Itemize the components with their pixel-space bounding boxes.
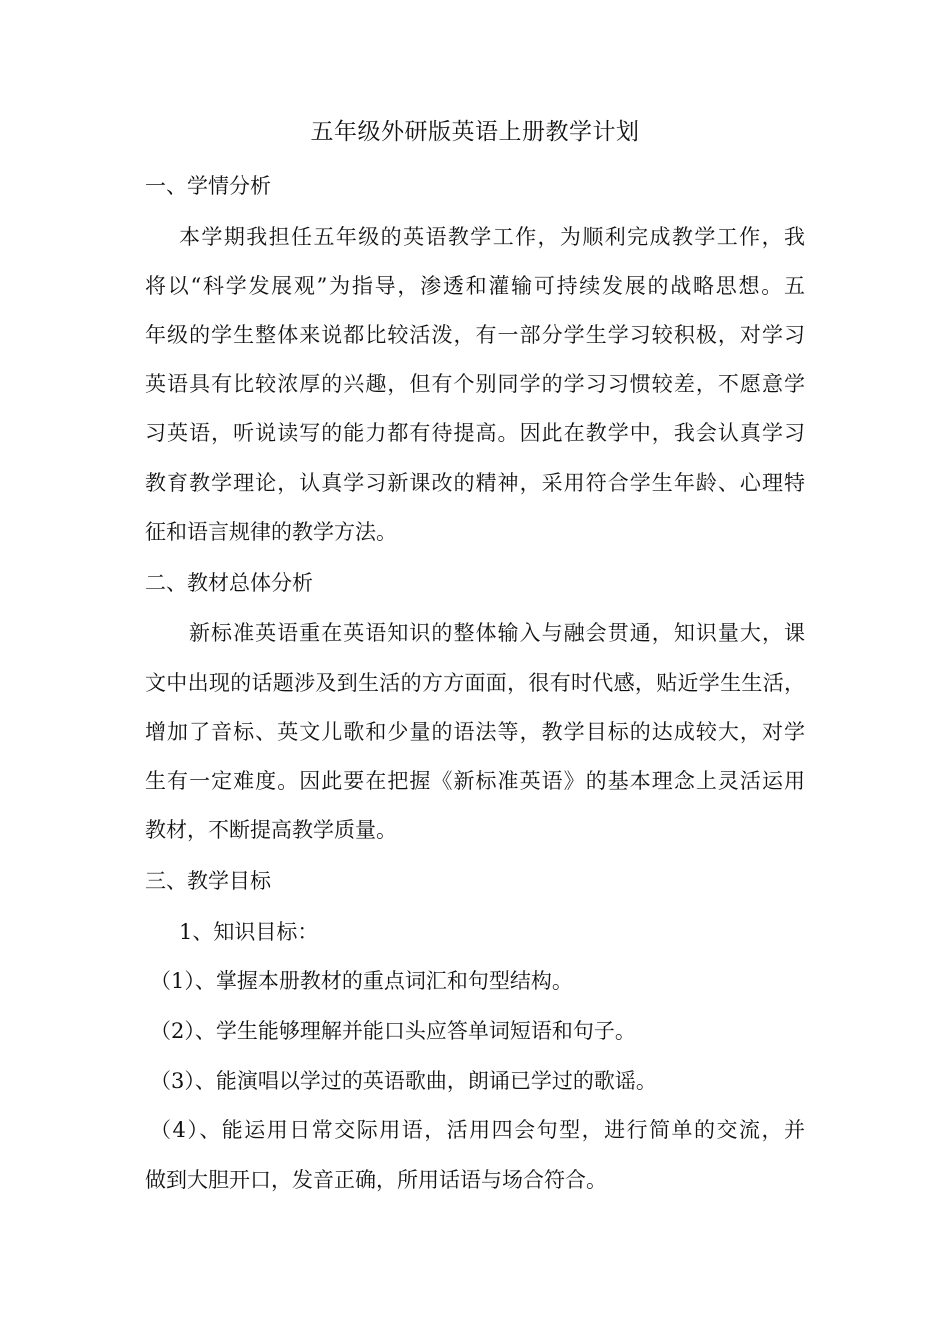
section-heading-3: 三、教学目标	[145, 869, 271, 893]
paragraph-line: 新标准英语重在英语知识的整体输入与融会贯通，知识量大，课	[189, 621, 805, 645]
list-item: （1）、掌握本册教材的重点词汇和句型结构。	[150, 969, 573, 993]
document-title: 五年级外研版英语上册教学计划	[310, 119, 640, 145]
paragraph-line: 生有一定难度。因此要在把握《新标准英语》的基本理念上灵活运用	[145, 769, 805, 793]
list-item: （3）、能演唱以学过的英语歌曲，朗诵已学过的歌谣。	[150, 1069, 657, 1093]
list-item: （4）、能运用日常交际用语，活用四会句型，进行简单的交流，并	[150, 1118, 805, 1142]
paragraph-line: 征和语言规律的教学方法。	[145, 520, 397, 544]
paragraph-line: 本学期我担任五年级的英语教学工作，为顺利完成教学工作，我	[179, 225, 805, 249]
paragraph-line: 教材，不断提高教学质量。	[145, 818, 397, 842]
paragraph-line: 教育教学理论，认真学习新课改的精神，采用符合学生年龄、心理特	[145, 471, 805, 495]
paragraph-line: 习英语，听说读写的能力都有待提高。因此在教学中，我会认真学习	[145, 421, 805, 445]
paragraph-line: 英语具有比较浓厚的兴趣，但有个别同学的学习习惯较差，不愿意学	[145, 372, 805, 396]
list-item-continuation: 做到大胆开口，发音正确，所用话语与场合符合。	[145, 1168, 607, 1192]
paragraph-line: 文中出现的话题涉及到生活的方方面面，很有时代感，贴近学生生活，	[145, 671, 805, 695]
section-heading-2: 二、教材总体分析	[145, 571, 313, 595]
paragraph-line: 年级的学生整体来说都比较活泼，有一部分学生学习较积极，对学习	[145, 323, 805, 347]
section-heading-1: 一、学情分析	[145, 174, 271, 198]
paragraph-line: 将以“科学发展观”为指导，渗透和灌输可持续发展的战略思想。五	[145, 274, 805, 298]
paragraph-line: 增加了音标、英文儿歌和少量的语法等，教学目标的达成较大，对学	[145, 720, 805, 744]
list-item: （2）、学生能够理解并能口头应答单词短语和句子。	[150, 1019, 636, 1043]
sub-heading: 1、知识目标：	[179, 920, 319, 944]
